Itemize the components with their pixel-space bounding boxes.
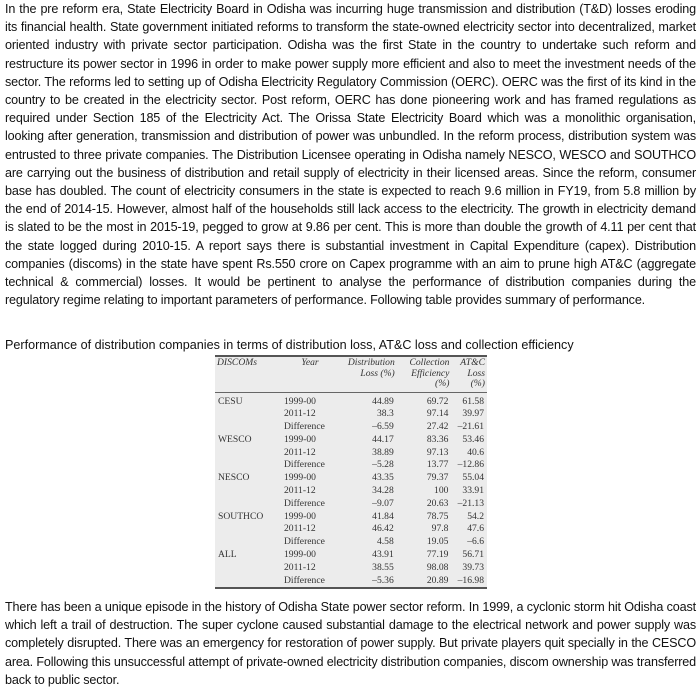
discom-cell [215,408,281,421]
intro-paragraph: In the pre reform era, State Electricity Board in Odisha was incurring huge transmission and distribution (T&D) losses eroding its financial health. State government initiated reforms to transform the state-owned electricity sector into decentralized, market oriented industry with private sector participation. Odisha was the first State in the country to undertake such reform and restructure its power sector in 1996 in order to make power supply more efficient and also to meet the investment needs of the sector. The reforms led to setting up of Odisha Electricity Regulatory Commission (OERC). OERC was the first of its kind in the country to be created in the electricity sector. Post reform, OERC has done pioneering work and has framed regulations as required under Section 185 of the Electricity Act. The Orissa State Electricity Board which was a monolithic organisation, looking after generation, transmission and distribution of power was unbundled. In the reform process, distribution system was entrusted to three private companies. The Distribution Licensee operating in Odisha namely NESCO, WESCO and SOUTHCO are carrying out the business of distribution and retail supply of electricity in their licensed areas. Since the reform, consumer base has doubled. The count of electricity consumers in the state is expected to reach 9.6 million in FY19, from 5.8 million by the end of 2014-15. However, almost half of the households still lack access to the electricity. The growth in electricity demand is slated to be the most in 2015-19, pegged to grow at 9.86 per cent. This is more than double the growth of 4.11 per cent that the state logged during 2010-15. A report says there is substantial investment in Capital Expenditure (capex). Distribution companies (discoms) in the state have spent Rs.550 crore on Capex programme with an aim to prune high AT&C (aggregate technical & commercial) losses. It would be pertinent to analyse the performance of distribution companies during the regulatory regime relating to important parameters of performance. Following table provides summary of performance. [5,2,696,308]
year-cell: Difference [284,459,325,471]
distribution-loss-cell: 44.89 [372,395,394,407]
table-row [215,392,487,408]
discom-cell [215,575,281,588]
discom-cell [215,447,281,460]
atc-loss-cell: –16.98 [457,574,484,586]
discom-cell [215,498,281,511]
year-cell: 1999-00 [284,510,316,522]
distribution-loss-cell: 43.35 [372,472,394,484]
atc-loss-cell: 39.97 [462,408,484,420]
distribution-loss-cell: 41.84 [372,510,394,522]
discom-cell: CESU [218,395,243,407]
collection-efficiency-cell: 78.75 [426,510,449,522]
distribution-loss-cell: 44.17 [372,433,394,445]
year-cell: Difference [284,574,325,586]
collection-efficiency-cell: 97.13 [426,446,449,458]
atc-loss-cell: 47.6 [467,523,484,535]
table-row [215,459,487,472]
table-row [215,421,487,434]
collection-efficiency-cell: 13.77 [426,459,449,471]
atc-loss-cell: –6.6 [467,536,484,548]
distribution-loss-cell: –5.28 [372,459,394,471]
atc-loss-cell: 39.73 [462,561,484,573]
distribution-loss-cell: –9.07 [372,497,394,509]
collection-efficiency-cell: 83.36 [426,433,449,445]
collection-efficiency-cell: 77.19 [426,549,449,561]
distribution-loss-cell: 43.91 [372,549,394,561]
atc-loss-cell: 40.6 [467,446,484,458]
table-row [215,434,487,447]
table-row [215,472,487,485]
table-row [215,523,487,536]
atc-loss-cell: 56.71 [462,549,484,561]
table-caption: Performance of distribution companies in terms of distribution loss, AT&C loss and collection efficiency [5,338,574,352]
atc-loss-cell: –21.61 [457,421,484,433]
atc-loss-cell: 33.91 [462,485,484,497]
table-row [215,511,487,524]
distribution-loss-cell: 38.55 [372,561,394,573]
distribution-loss-cell: –5.36 [372,574,394,586]
discom-cell [215,562,281,575]
year-cell: 2011-12 [284,561,316,573]
year-cell: Difference [284,421,325,433]
atc-loss-cell: 54.2 [467,510,484,522]
table-row [215,498,487,511]
distribution-loss-cell: 34.28 [372,485,394,497]
discom-cell [215,421,281,434]
distribution-loss-cell: –6.59 [372,421,394,433]
table-row [215,549,487,562]
collection-efficiency-cell: 20.89 [426,574,449,586]
year-cell: Difference [284,536,325,548]
discom-cell [215,459,281,472]
year-cell: 1999-00 [284,433,316,445]
table-row [215,408,487,421]
header-atc-loss: AT&C Loss (%) [451,357,487,392]
distribution-loss-cell: 38.89 [372,446,394,458]
closing-paragraph: There has been a unique episode in the history of Odisha State power sector reform. In 1999, a cyclonic storm hit Odisha coast which left a trail of destruction. The super cyclone caused substantial damage to the electrical network and power supply was completely disrupted. There was an emergency for restoration of power supply. But private players quit specially in the CESCO area. Following this unsuccessful attempt of private-owned electricity distribution companies, discom ownership was transferred back to public sector. [5,600,696,687]
discom-cell [215,536,281,549]
year-cell: 1999-00 [284,472,316,484]
table-row [215,447,487,460]
table-row [215,575,487,588]
year-cell: 2011-12 [284,408,316,420]
collection-efficiency-cell: 27.42 [426,421,449,433]
year-cell: 2011-12 [284,485,316,497]
header-distribution-loss: Distribution Loss (%) [339,357,397,392]
atc-loss-cell: –12.86 [457,459,484,471]
atc-loss-cell: 61.58 [462,395,484,407]
table-row [215,562,487,575]
collection-efficiency-cell: 98.08 [426,561,449,573]
performance-table [215,355,487,589]
distribution-loss-cell: 38.3 [376,408,394,420]
table-row [215,536,487,549]
year-cell: 1999-00 [284,549,316,561]
header-discoms: DISCOMs [215,357,281,392]
atc-loss-cell: –21.13 [457,497,484,509]
distribution-loss-cell: 4.58 [376,536,394,548]
distribution-loss-cell: 46.42 [372,523,394,535]
discom-cell [215,485,281,498]
year-cell: Difference [284,497,325,509]
table-row [215,485,487,498]
collection-efficiency-cell: 79.37 [426,472,449,484]
discom-cell: SOUTHCO [218,510,264,522]
collection-efficiency-cell: 97.8 [431,523,449,535]
collection-efficiency-cell: 97.14 [426,408,449,420]
collection-efficiency-cell: 19.05 [426,536,449,548]
collection-efficiency-cell: 69.72 [426,395,449,407]
year-cell: 2011-12 [284,523,316,535]
header-year: Year [281,357,339,392]
atc-loss-cell: 53.46 [462,433,484,445]
atc-loss-cell: 55.04 [462,472,484,484]
collection-efficiency-cell: 100 [434,485,449,497]
table-header-row [215,357,487,392]
year-cell: 1999-00 [284,395,316,407]
collection-efficiency-cell: 20.63 [426,497,449,509]
discom-cell: NESCO [218,472,250,484]
year-cell: 2011-12 [284,446,316,458]
discom-cell: WESCO [218,433,252,445]
discom-cell [215,523,281,536]
discom-cell: ALL [218,549,237,561]
header-collection-efficiency: Collection Efficiency (%) [397,357,452,392]
